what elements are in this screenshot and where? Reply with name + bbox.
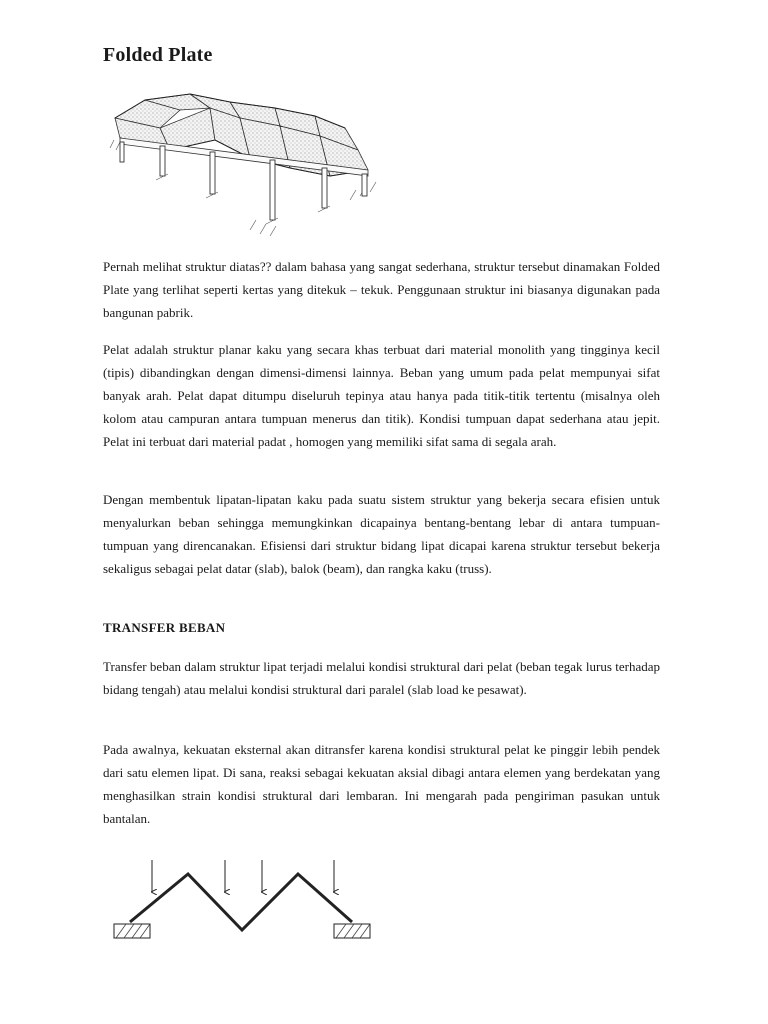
section-heading: TRANSFER BEBAN	[103, 620, 226, 635]
paragraph-intro: Pernah melihat struktur diatas?? dalam bahasa yang sangat sederhana, struktur tersebut dinamakan Folded Plate yang terlihat seperti kertas yang ditekuk – tekuk. Penggunaan struktur ini biasanya digunakan pada bangunan pabrik.	[103, 259, 660, 320]
document-title: Folded Plate	[103, 44, 213, 66]
paragraph-plate-definition: Pelat adalah struktur planar kaku yang secara khas terbuat dari material monolith yang tingginya kecil (tipis) dibandingkan dengan dimensi-dimensi lainnya. Beban yang umum pada pelat mempunyai sifat banyak arah. Pelat dapat ditumpu diseluruh tepinya atau hanya pada titik-titik tertentu (misalnya oleh kolom atau campuran antara tumpuan menerus dan titik). Kondisi tumpuan dapat sederhana atau jepit. Pelat ini terbuat dari material padat , homogen yang memiliki sifat sama di segala arah.	[103, 342, 660, 449]
paragraph-load-transfer: Transfer beban dalam struktur lipat terjadi melalui kondisi struktural dari pelat (beban tegak lurus terhadap bidang tengah) atau melalui kondisi struktural dari paralel (slab load ke pesawat).	[103, 659, 660, 697]
paragraph-efficiency: Dengan membentuk lipatan-lipatan kaku pada suatu sistem struktur yang bekerja secara efisien untuk menyalurkan beban sehingga memungkinkan dicapainya bentang-bentang lebar di antara tumpuan-tumpuan yang direncanakan. Efisiensi dari struktur bidang lipat dicapai karena struktur tersebut bekerja sekaligus sebagai pelat datar (slab), balok (beam), dan rangka kaku (truss).	[103, 492, 660, 576]
folded-plate-roof-illustration	[100, 88, 400, 243]
paragraph-external-forces: Pada awalnya, kekuatan eksternal akan ditransfer karena kondisi struktural pelat ke pinggir lebih pendek dari satu elemen lipat. Di sana, reaksi sebagai kekuatan aksial dibagi antara elemen yang berdekatan yang menghasilkan strain kondisi struktural dari lembaran. Ini mengarah pada pengiriman pasukan untuk bantalan.	[103, 742, 660, 826]
load-transfer-diagram	[100, 852, 380, 952]
